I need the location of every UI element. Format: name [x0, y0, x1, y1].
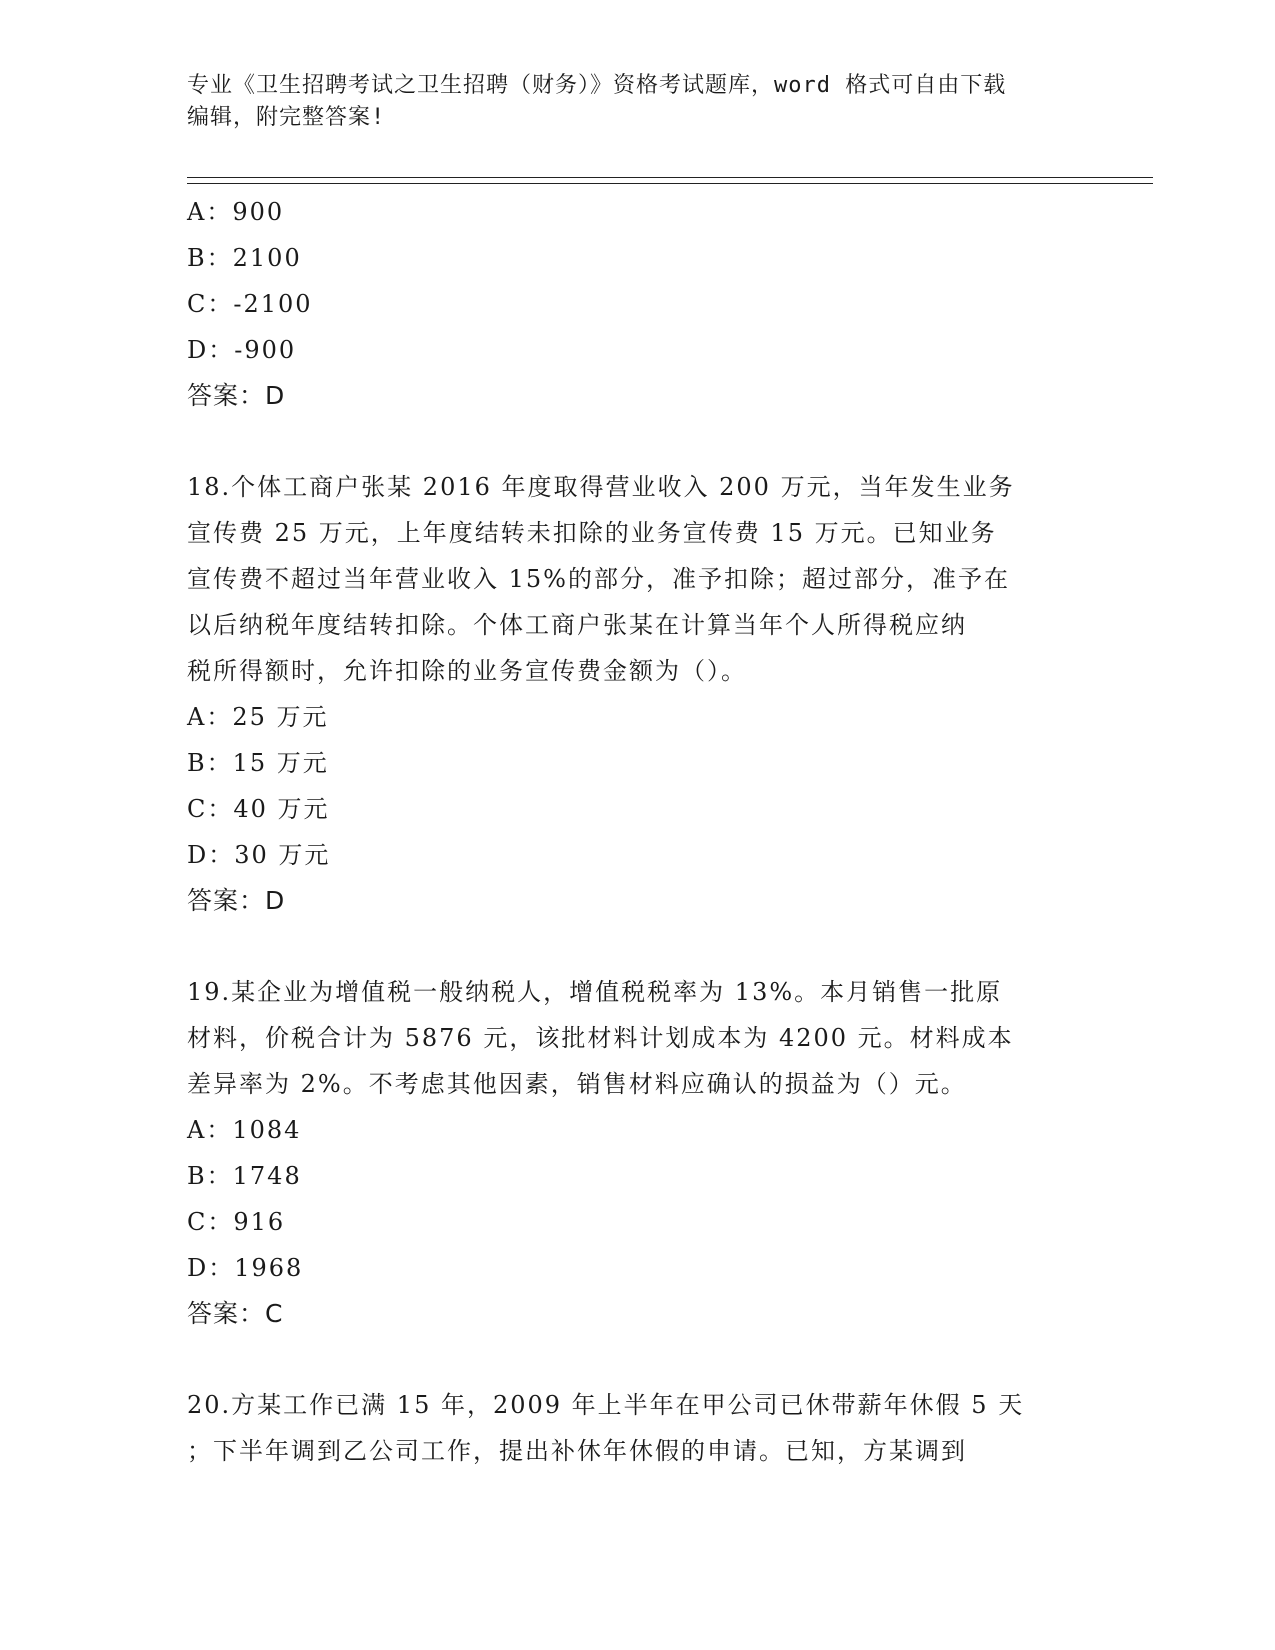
- document-header: [187, 70, 1067, 134]
- option-d: D：30 万元: [187, 841, 331, 869]
- answer: 答案：C: [187, 1299, 284, 1328]
- question-20: [187, 1382, 1087, 1474]
- option-c: C：40 万元: [187, 795, 330, 823]
- option-a: A：1084: [187, 1116, 302, 1144]
- question-text-line: 宣传费不超过当年营业收入 15%的部分，准予扣除；超过部分，准予在: [187, 565, 1010, 593]
- answer: 答案：D: [187, 886, 286, 915]
- question-text-line: 18.个体工商户张某 2016 年度取得营业收入 200 万元，当年发生业务: [187, 473, 1015, 501]
- header-divider-bottom: [187, 183, 1153, 184]
- option-b: B：1748: [187, 1162, 302, 1190]
- answer: 答案：D: [187, 381, 286, 410]
- question-text-line: ；下半年调到乙公司工作，提出补休年休假的申请。已知，方某调到: [187, 1437, 967, 1465]
- question-text-line: 以后纳税年度结转扣除。个体工商户张某在计算当年个人所得税应纳: [187, 611, 967, 639]
- question-text-line: 20.方某工作已满 15 年，2009 年上半年在甲公司已休带薪年休假 5 天: [187, 1391, 1025, 1419]
- question-19: [187, 969, 1087, 1337]
- header-divider-top: [187, 177, 1153, 178]
- question-text-line: 19.某企业为增值税一般纳税人，增值税税率为 13%。本月销售一批原: [187, 978, 1003, 1006]
- question-17: [187, 189, 1087, 419]
- option-d: D：1968: [187, 1254, 304, 1282]
- question-text-line: 税所得额时，允许扣除的业务宣传费金额为（）。: [187, 657, 747, 685]
- spacer: [187, 924, 1087, 969]
- question-text-line: 材料，价税合计为 5876 元，该批材料计划成本为 4200 元。材料成本: [187, 1024, 1014, 1052]
- spacer: [187, 1337, 1087, 1382]
- header-line-1: 专业《卫生招聘考试之卫生招聘（财务）》资格考试题库，word 格式可自由下载: [187, 73, 1007, 98]
- option-b: B：15 万元: [187, 749, 329, 777]
- option-c: C：916: [187, 1208, 286, 1236]
- question-content: [187, 189, 1087, 1474]
- option-c: C：-2100: [187, 290, 313, 318]
- question-18: [187, 464, 1087, 924]
- question-text-line: 差异率为 2%。不考虑其他因素，销售材料应确认的损益为（）元。: [187, 1070, 967, 1098]
- header-line-2: 编辑，附完整答案!: [187, 105, 386, 130]
- option-a: A：25 万元: [187, 703, 329, 731]
- question-text-line: 宣传费 25 万元，上年度结转未扣除的业务宣传费 15 万元。已知业务: [187, 519, 997, 547]
- option-b: B：2100: [187, 244, 302, 272]
- option-d: D：-900: [187, 336, 297, 364]
- option-a: A：900: [187, 198, 285, 226]
- spacer: [187, 419, 1087, 464]
